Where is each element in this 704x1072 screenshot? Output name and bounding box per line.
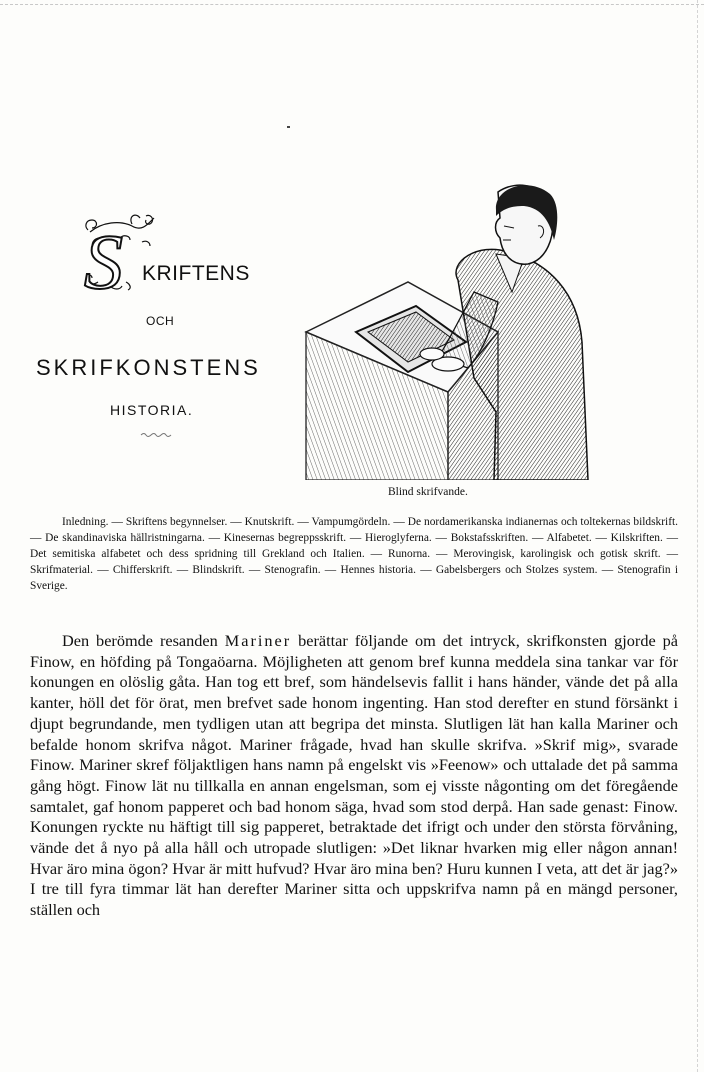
engraving-blind-writer (298, 182, 590, 480)
body-intro: Den berömde resanden (62, 631, 218, 650)
chapter-contents: Inledning. — Skriftens begynnelser. — Knutskrift. — Vampumgördeln. — De nordamerikanska indianernas och toltekernas bildskrift. — De skandinaviska hällristningarna. — Kinesernas begreppsskrift. — Hieroglyferna. — Bokstafsskriften. — Alfabetet. — Kilskriften. — Det semitiska alfabetet och dess spridning till Grekland och Italien. — Runorna. — Merovingisk, karolingisk och gotisk skrift. — Skrifmaterial. — Chifferskrift. — Blindskrift. — Stenografin. — Hennes historia. — Gabelsbergers och Stolzes system. — Stenografin i Sverige. (30, 516, 678, 592)
body-paragraph (30, 631, 678, 921)
body-rest: berättar följande om det intryck, skrifkonsten gjorde på Finow, en höfding på Tongaöarna. Möjligheten att genom bref kunna meddela sina tankar var för konungen en olöslig gåta. Han tog ett bref, som händelsevis fallit i hans händer, vände det på alla kanter, höll det för örat, men brefvet sade honom ingenting. Han stod derefter en stund försänkt i djupt begrundande, men tydligen utan att begripa det minsta. Slutligen lät han kalla Mariner och befalde honom skrifva något. Mariner frågade, hvad han skulle skrifva. »Skrif mig», svarade Finow. Mariner skref följaktligen hans namn på engelskt vis »Feenow» och uttalade det på samma gång högt. Finow lät nu tillkalla en annan engelsman, som ej visste någonting om det föregående samtalet, gaf honom papperet och bad honom säga, hvad som stod derpå. Han sade genast: Finow. Konungen ryckte nu häftigt till sig papperet, betraktade det ifrigt och under den största förvåning, vände det å nyo på alla håll och utropade slutligen: »Det liknar hvarken mig eller någon annan! Hvar äro mina ögon? Hvar är mitt hufvud? Hvar äro mina ben? Huru kunnen I veta, att det är jag?» I tre till fyra timmar lät han derefter Mariner sitta och uppskrifva namn på en mängd personer, ställen och (30, 631, 679, 920)
initial-letter: S (84, 218, 123, 294)
page-right-edge (697, 0, 698, 1072)
print-speck (287, 126, 290, 128)
body-name-spaced: Mariner (224, 631, 292, 650)
title-line-1: KRIFTENS (142, 262, 250, 285)
title-line-4: HISTORIA. (110, 402, 194, 418)
figure-caption: Blind skrifvande. (388, 486, 468, 498)
title-line-2: OCH (146, 314, 175, 328)
title-line-3: SKRIFKONSTENS (36, 355, 261, 380)
page-top-edge (0, 4, 704, 5)
squiggle-ornament (140, 431, 176, 439)
